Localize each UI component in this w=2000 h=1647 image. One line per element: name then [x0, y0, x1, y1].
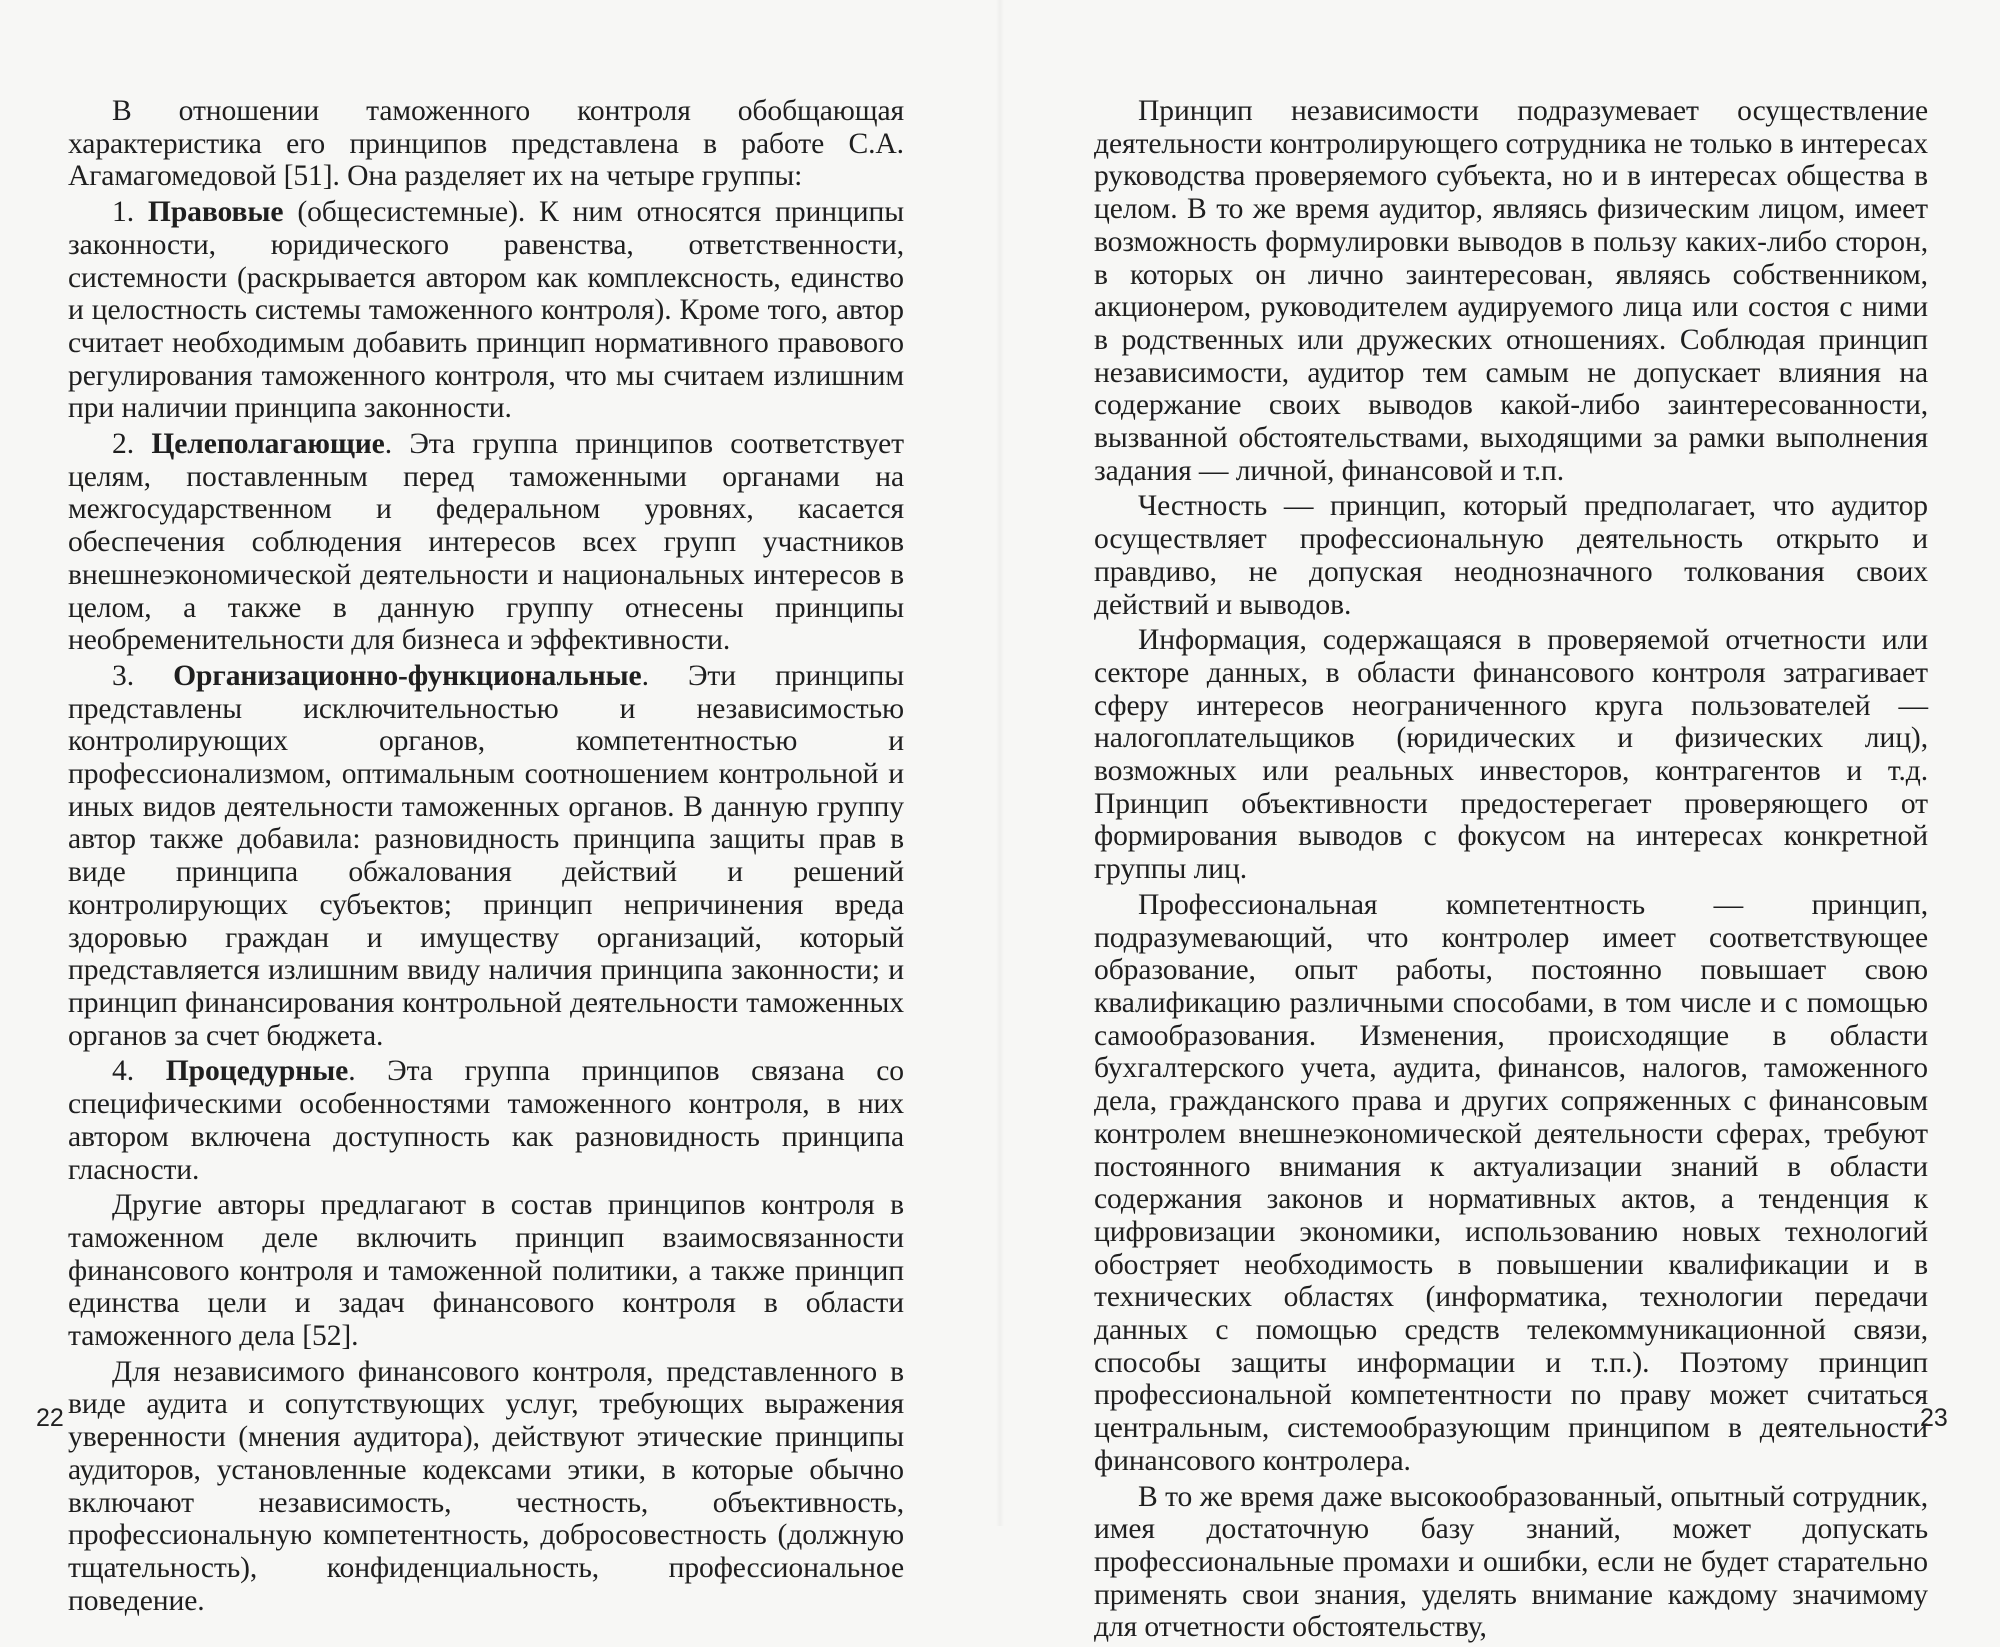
paragraph: 3. Организационно-функциональные. Эти принципы представлены исключительностью и независимостью контролирующих органов, компетентностью и профессионализмом, оптимальным соотношением контрольной и иных видов деятельности таможенных органов. В данную группу автор также добавила: разновидность принципа защиты прав в виде принципа обжалования действий и решений контролирующих субъектов; принцип непричинения вреда здоровью граждан и имуществу организаций, который представляется излишним ввиду наличия принципа законности; и принцип финансирования контрольной деятельности таможенных органов за счет бюджета. [68, 659, 904, 1052]
paragraph: Честность — принцип, который предполагает, что аудитор осуществляет профессиональную деятельность открыто и правдиво, не допуская неоднозначного толкования своих действий и выводов. [1094, 490, 1928, 621]
paragraph: Другие авторы предлагают в состав принципов контроля в таможенном деле включить принцип взаимосвязанности финансового контроля и таможенной политики, а также принцип единства цели и задач финансового контроля в области таможенного дела [52]. [68, 1189, 904, 1353]
page-number: 23 [1920, 1404, 1948, 1432]
right-page [1000, 0, 2000, 1644]
paragraph: Профессиональная компетентность — принцип, подразумевающий, что контролер имеет соответствующее образование, опыт работы, постоянно повышает свою квалификацию различными способами, в том числе и с помощью самообразования. Изменения, происходящие в области бухгалтерского учета, аудита, финансов, налогов, таможенного дела, гражданского права и других сопряженных с финансовым контролем внешнеэкономической деятельности сферах, требуют постоянного внимания к актуализации знаний в области содержания законов и нормативных актов, а тенденция к цифровизации экономики, использованию новых технологий обостряет необходимость в повышении квалификации и в технических областях (информатика, технологии передачи данных с помощью средств телекоммуникационной связи, способы защиты информации и т.п.). Поэтому принцип профессиональной компетентности по праву может считаться центральным, системообразующим принципом в деятельности финансового контролера. [1094, 888, 1928, 1477]
group-heading-organizational: Организационно-функциональные [173, 659, 642, 692]
group-heading-procedural: Процедурные [165, 1055, 349, 1088]
paragraph: 1. Правовые (общесистемные). К ним относятся принципы законности, юридического равенства, ответственности, системности (раскрывается автором как комплексность, единство и целостность системы таможенного контроля). Кроме того, автор считает необходимым добавить принцип нормативного правового регулирования таможенного контроля, что мы считаем излишним при наличии принципа законности. [68, 196, 904, 425]
right-page-text [1094, 95, 1928, 1647]
paragraph: В то же время даже высокообразованный, опытный сотрудник, имея достаточную базу знаний, может допускать профессиональные промахи и ошибки, если не будет старательно применять свои знания, уделять внимание каждому значимому для отчетности обстоятельству, [1094, 1480, 1928, 1644]
paragraph: В отношении таможенного контроля обобщающая характеристика его принципов представлена в работе С.А. Агамагомедовой [51]. Она разделяет их на четыре группы: [68, 95, 904, 193]
paragraph: 2. Целеполагающие. Эта группа принципов соответствует целям, поставленным перед таможенными органами на межгосударственном и федеральном уровнях, касается обеспечения соблюдения интересов всех групп участников внешнеэкономической деятельности и национальных интересов в целом, а также в данную группу отнесены принципы необременительности для бизнеса и эффективности. [68, 428, 904, 657]
group-heading-goal: Целеполагающие [151, 428, 385, 461]
page-number: 22 [36, 1404, 64, 1432]
paragraph: Информация, содержащаяся в проверяемой отчетности или секторе данных, в области финансового контроля затрагивает сферу интересов неограниченного круга пользователей — налогоплательщиков (юридических и физических лиц), возможных или реальных инвесторов, контрагентов и т.д. Принцип объективности предостерегает проверяющего от формирования выводов с фокусом на интересах конкретной группы лиц. [1094, 624, 1928, 886]
left-page-text [68, 95, 904, 1620]
paragraph: 4. Процедурные. Эта группа принципов связана со специфическими особенностями таможенного контроля, в них автором включена доступность как разновидность принципа гласности. [68, 1055, 904, 1186]
group-heading-legal: Правовые [147, 196, 284, 229]
paragraph: Принцип независимости подразумевает осуществление деятельности контролирующего сотрудника не только в интересах руководства проверяемого субъекта, но и в интересах общества в целом. В то же время аудитор, являясь физическим лицом, имеет возможность формулировки выводов в пользу каких-либо сторон, в которых он лично заинтересован, являясь собственником, акционером, руководителем аудируемого лица или состоя с ними в родственных или дружеских отношениях. Соблюдая принцип независимости, аудитор тем самым не допускает влияния на содержание своих выводов какой-либо заинтересованности, вызванной обстоятельствами, выходящими за рамки выполнения задания — личной, финансовой и т.п. [1094, 95, 1928, 487]
left-page [0, 0, 1000, 1617]
paragraph: Для независимого финансового контроля, представленного в виде аудита и сопутствующих услуг, требующих выражения уверенности (мнения аудитора), действуют этические принципы аудиторов, установленные кодексами этики, в которые обычно включают независимость, честность, объективность, профессиональную компетентность, добросовестность (должную тщательность), конфиденциальность, профессиональное поведение. [68, 1355, 904, 1617]
